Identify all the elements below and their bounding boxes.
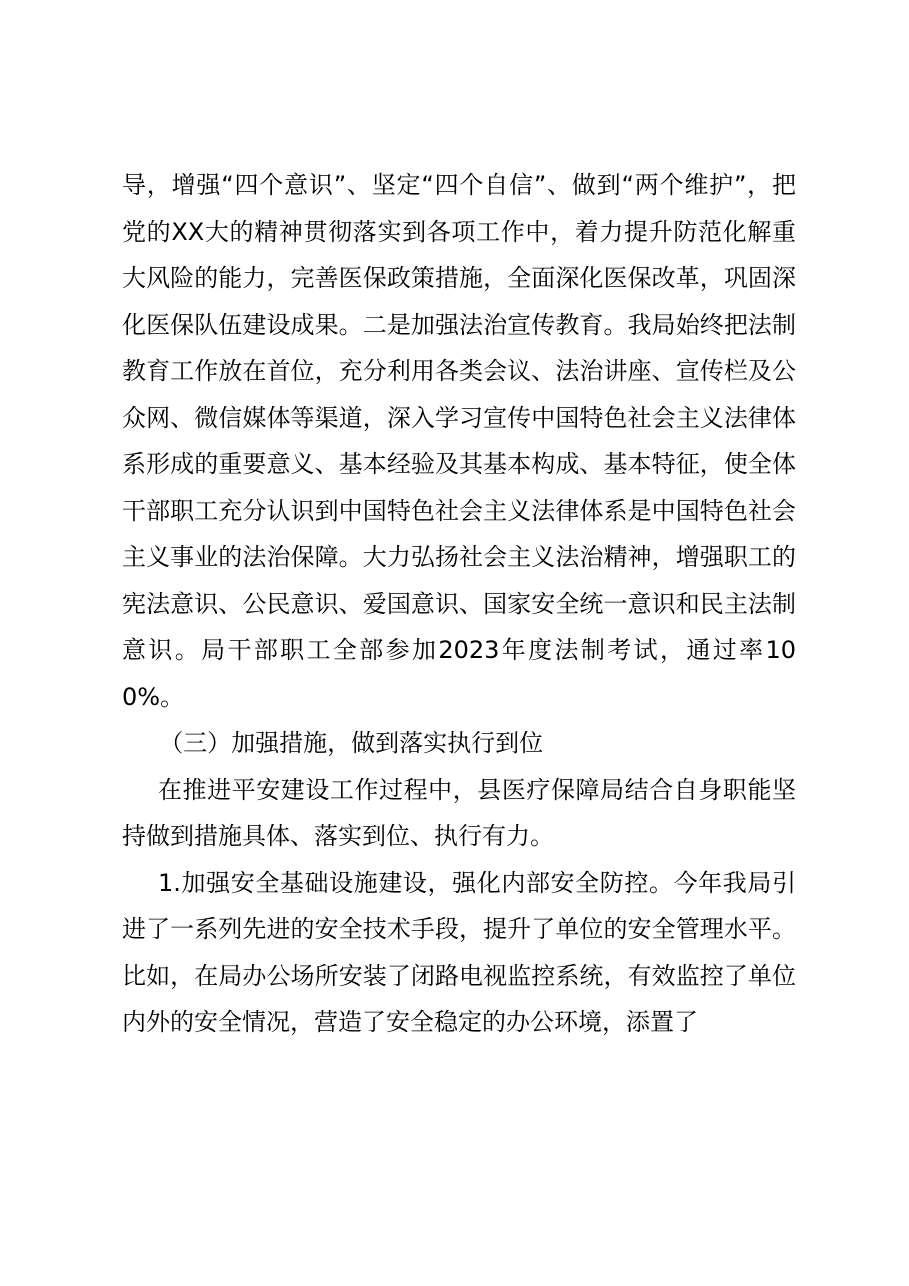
body-paragraph-1: 导，增强“四个意识”、坚定“四个自信”、做到“两个维护”，把党的XX大的精神贯彻落实到各项工作中，着力提升防范化解重大风险的能力，完善医保政策措施，全面深化医保改革，巩固深化医保队伍建设成果。二是加强法治宣传教育。我局始终把法制教育工作放在首位，充分利用各类会议、法治讲座、宣传栏及公众网、微信媒体等渠道，深入学习宣传中国特色社会主义法律体系形成的重要意义、基本经验及其基本构成、基本特征，使全体干部职工充分认识到中国特色社会主义法律体系是中国特色社会主义事业的法治保障。大力弘扬社会主义法治精神，增强职工的宪法意识、公民意识、爱国意识、国家安全统一意识和民主法制意识。局干部职工全部参加2023年度法制考试，通过率100%。	[122, 171, 796, 711]
document-page	[122, 162, 796, 1046]
body-paragraph-3: 1.加强安全基础设施建设，强化内部安全防控。今年我局引进了一系列先进的安全技术手段，提升了单位的安全管理水平。比如，在局办公场所安装了闭路电视监控系统，有效监控了单位内外的安全情况，营造了安全稳定的办公环境，添置了	[122, 868, 796, 1036]
body-paragraph-2: 在推进平安建设工作过程中，县医疗保障局结合自身职能坚持做到措施具体、落实到位、执行有力。	[122, 775, 796, 850]
section-heading-3: （三）加强措施，做到落实执行到位	[159, 729, 544, 757]
